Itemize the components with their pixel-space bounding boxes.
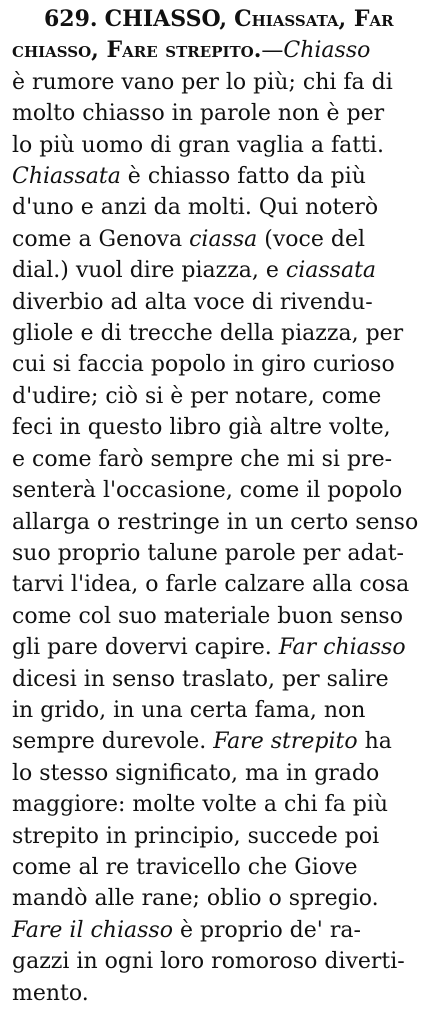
- text-segment: e come farò sempre che mi si pre-: [12, 446, 393, 472]
- text-line: [12, 98, 430, 129]
- text-segment: mento.: [12, 980, 89, 1006]
- text-segment: chiasso, Fare strepito.: [12, 37, 262, 64]
- text-line: [12, 978, 430, 1009]
- text-line: [12, 130, 430, 161]
- text-segment: maggiore: molte volte a chi fa più: [12, 792, 389, 818]
- text-segment: (voce del: [257, 226, 366, 252]
- text-segment: in grido, in una certa fama, non: [12, 697, 366, 723]
- text-segment: è chiasso fatto da più: [120, 164, 366, 190]
- italic-term: Fare il chiasso: [12, 917, 173, 943]
- text-line: [12, 35, 430, 66]
- text-segment: gli pare dovervi capire.: [12, 635, 279, 661]
- text-segment: gazzi in ogni loro romoroso diverti-: [12, 949, 405, 975]
- text-segment: —: [261, 38, 284, 64]
- text-segment: come col suo materiale buon senso: [12, 603, 403, 629]
- entry-variants: Chiassata, Far: [234, 6, 394, 32]
- text-segment: come a Genova: [12, 226, 190, 252]
- text-line: [12, 538, 430, 569]
- text-line: [12, 946, 430, 977]
- text-line: [12, 883, 430, 914]
- text-segment: è rumore vano per lo più; chi fa di: [12, 69, 393, 95]
- text-segment: dicesi in senso traslato, per salire: [12, 666, 389, 692]
- italic-term: Fare strepito: [213, 729, 358, 755]
- text-line: [12, 67, 430, 98]
- text-segment: d'udire; ciò si è per notare, come: [12, 383, 382, 409]
- entry-first-line: [12, 4, 430, 35]
- text-segment: suo proprio talune parole per adat-: [12, 540, 404, 566]
- text-segment: lo più uomo di gran vaglia a fatti.: [12, 132, 384, 158]
- italic-term: Far chiasso: [278, 635, 406, 661]
- text-segment: ha: [357, 729, 392, 755]
- text-line: [12, 349, 430, 380]
- text-line: [12, 255, 430, 286]
- text-segment: gliole e di trecche della piazza, per: [12, 321, 404, 347]
- text-segment: come al re travicello che Giove: [12, 854, 358, 880]
- text-segment: dial.) vuol dire piazza, e: [12, 258, 286, 284]
- text-line: [12, 412, 430, 443]
- text-line: [12, 475, 430, 506]
- text-line: [12, 444, 430, 475]
- text-segment: allarga o restringe in un certo senso: [12, 509, 419, 535]
- text-segment: d'uno e anzi da molti. Qui noterò: [12, 195, 379, 221]
- text-segment: tarvi l'idea, o farle calzare alla cosa: [12, 572, 410, 598]
- text-line: [12, 287, 430, 318]
- text-line: [12, 758, 430, 789]
- entry-body: [12, 35, 430, 1009]
- text-segment: è proprio de' ra-: [172, 917, 361, 943]
- text-segment: cui si faccia popolo in giro curioso: [12, 352, 395, 378]
- entry-number: 629.: [44, 6, 98, 32]
- text-segment: senterà l'occasione, come il popolo: [12, 478, 403, 504]
- text-segment: lo stesso significato, ma in grado: [12, 760, 380, 786]
- text-segment: strepito in principio, succede poi: [12, 823, 380, 849]
- text-line: [12, 632, 430, 663]
- text-line: [12, 224, 430, 255]
- italic-term: Chiasso: [283, 38, 371, 64]
- text-line: [12, 601, 430, 632]
- text-line: [12, 726, 430, 757]
- text-line: [12, 789, 430, 820]
- text-segment: sempre durevole.: [12, 729, 214, 755]
- italic-term: ciassata: [285, 258, 377, 284]
- text-segment: feci in questo libro già altre volte,: [12, 415, 391, 441]
- text-line: [12, 569, 430, 600]
- text-line: [12, 381, 430, 412]
- italic-term: ciassa: [189, 226, 258, 252]
- text-segment: molto chiasso in parole non è per: [12, 101, 385, 127]
- text-line: [12, 664, 430, 695]
- text-line: [12, 507, 430, 538]
- text-line: [12, 318, 430, 349]
- text-line: [12, 852, 430, 883]
- entry-headword: CHIASSO,: [104, 6, 228, 32]
- text-line: [12, 821, 430, 852]
- text-line: [12, 192, 430, 223]
- text-line: [12, 915, 430, 946]
- text-segment: mandò alle rane; oblio o spregio.: [12, 886, 379, 912]
- italic-term: Chiassata: [12, 164, 121, 190]
- text-line: [12, 161, 430, 192]
- text-segment: diverbio ad alta voce di rivendu-: [12, 289, 373, 315]
- dictionary-entry: [12, 4, 430, 1009]
- text-line: [12, 695, 430, 726]
